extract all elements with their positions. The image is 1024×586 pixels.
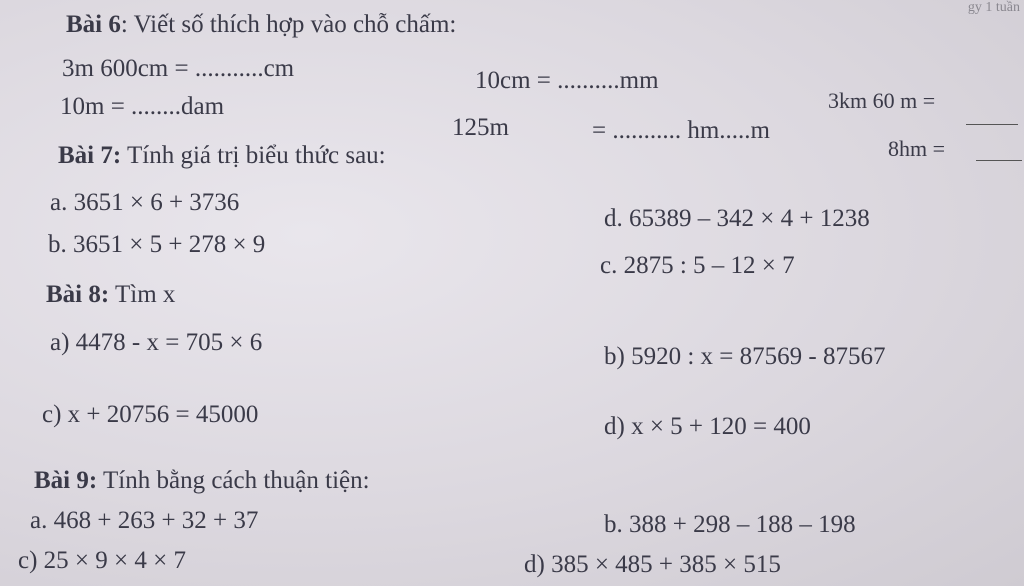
- exercise-8-instruction: Tìm x: [109, 281, 176, 308]
- exercise-9-item-d: d) 385 × 485 + 385 × 515: [524, 551, 781, 578]
- exercise-7-item-a: a. 3651 × 6 + 3736: [50, 189, 240, 216]
- exercise-9-item-c: c) 25 × 9 × 4 × 7: [18, 547, 186, 574]
- answer-blank: [966, 124, 1018, 125]
- exercise-6-item-1: 3m 600cm = ...........cm: [62, 55, 295, 82]
- exercise-8-item-b: b) 5920 : x = 87569 - 87567: [604, 343, 886, 370]
- exercise-7-heading: [58, 143, 386, 168]
- corner-text: gy 1 tuần: [967, 0, 1020, 15]
- exercise-9-item-b: b. 388 + 298 – 188 – 198: [604, 511, 856, 538]
- exercise-7-label: Bài 7:: [58, 142, 122, 169]
- exercise-8-item-d: d) x × 5 + 120 = 400: [604, 413, 811, 440]
- exercise-7-item-c: c. 2875 : 5 – 12 × 7: [600, 252, 795, 279]
- exercise-6-item-6: 3km 60 m =: [828, 88, 936, 113]
- exercise-6-item-3: 10m = ........dam: [60, 93, 225, 120]
- exercise-8-item-a: a) 4478 - x = 705 × 6: [50, 329, 263, 356]
- exercise-9-heading: [34, 468, 370, 493]
- exercise-6-item-7: 8hm =: [888, 136, 946, 161]
- exercise-8-heading: [46, 282, 175, 307]
- exercise-6-instruction: : Viết số thích hợp vào chỗ chấm:: [120, 11, 457, 38]
- exercise-7-item-b: b. 3651 × 5 + 278 × 9: [48, 231, 266, 258]
- exercise-7-item-d: d. 65389 – 342 × 4 + 1238: [604, 205, 870, 232]
- exercise-6-heading: [66, 12, 456, 37]
- exercise-6-item-4: 125m: [452, 114, 509, 141]
- exercise-6-item-2: 10cm = ..........mm: [475, 67, 659, 94]
- exercise-8-label: Bài 8:: [46, 281, 110, 308]
- exercise-7-instruction: Tính giá trị biểu thức sau:: [121, 142, 386, 169]
- exercise-6-item-5: = ........... hm.....m: [592, 117, 770, 144]
- exercise-8-item-c: c) x + 20756 = 45000: [42, 401, 259, 428]
- exercise-9-item-a: a. 468 + 263 + 32 + 37: [30, 507, 259, 534]
- exercise-9-label: Bài 9:: [34, 467, 98, 494]
- exercise-9-instruction: Tính bằng cách thuận tiện:: [97, 467, 370, 494]
- answer-blank: [976, 160, 1022, 161]
- exercise-6-label: Bài 6: [66, 11, 121, 38]
